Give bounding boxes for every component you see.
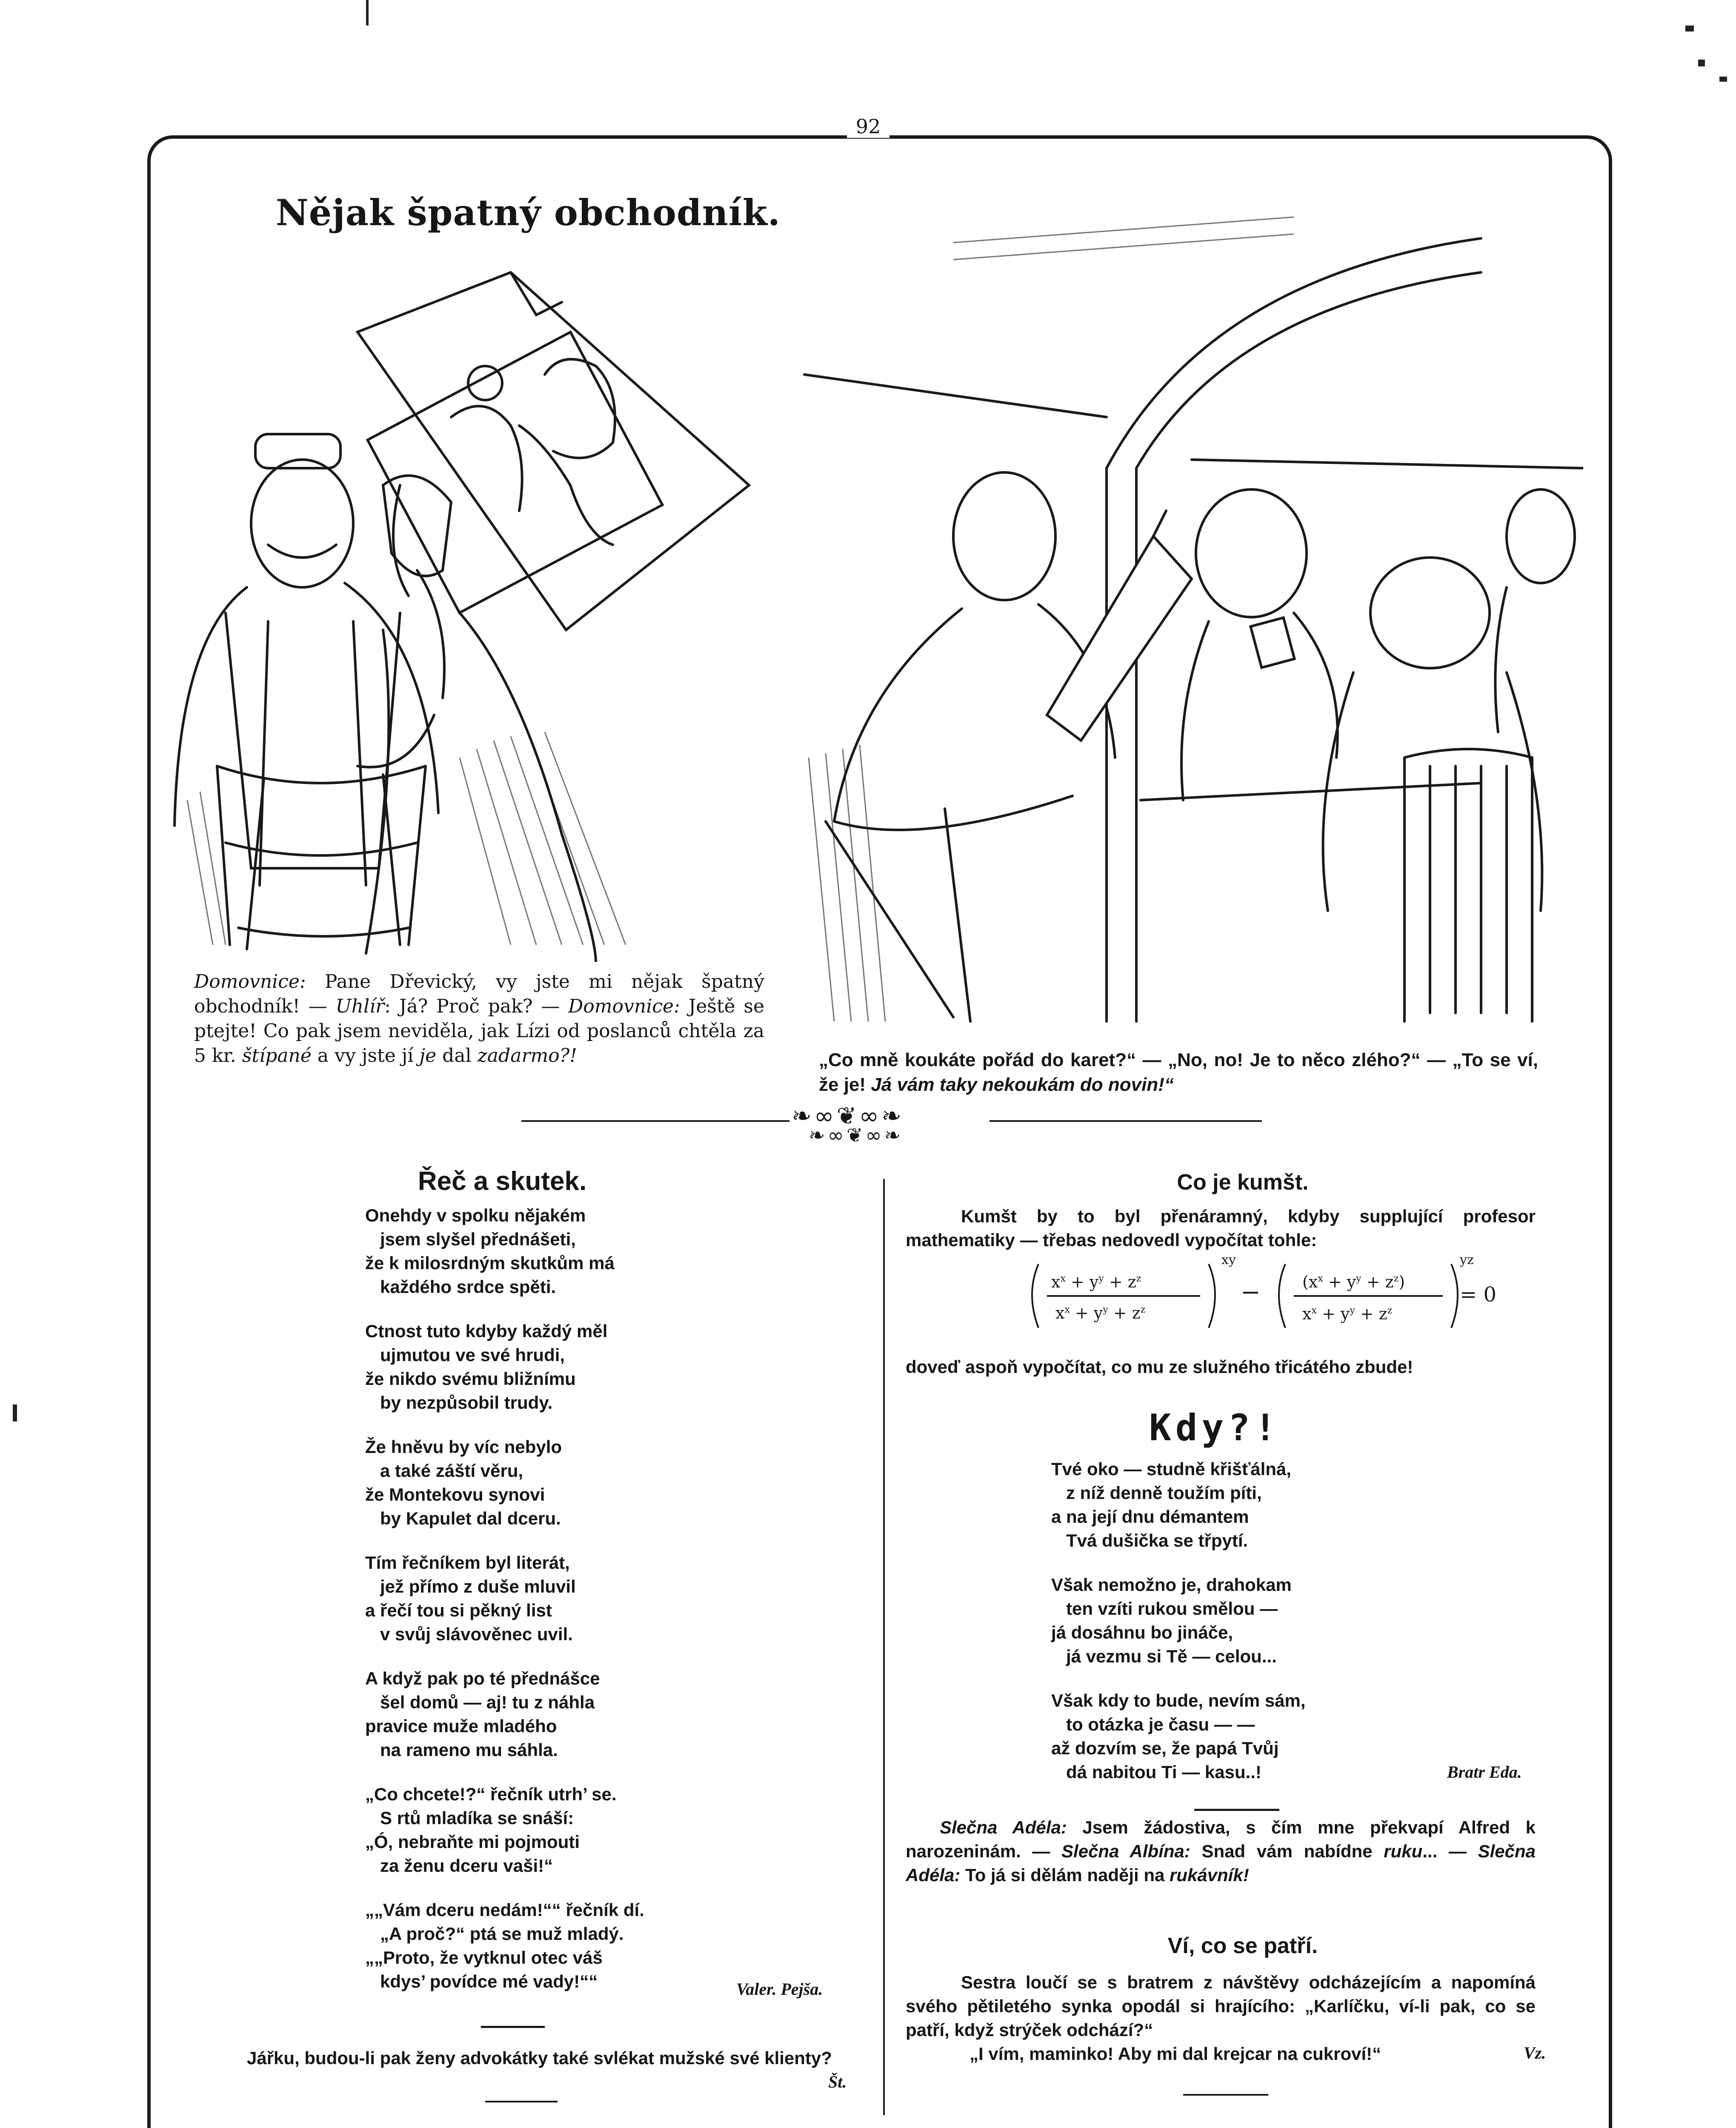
stanza [365, 1782, 876, 1878]
poem-line: za ženu dceru vaši!“ [365, 1856, 553, 1876]
kumst-after: doveď aspoň vypočítat, co mu ze služného třicátého zbude! [906, 1357, 1413, 1377]
poem-line: „A proč?“ ptá se muž mladý. [365, 1924, 624, 1944]
poem-line: A když pak po té přednášce [365, 1668, 600, 1688]
poem-line: Však nemožno je, drahokam [1051, 1575, 1292, 1595]
cartoon2-caption [819, 1048, 1538, 1097]
kumst-text: Kumšt by to byl přenáramný, kdyby supplující profesor mathematiky — třebas nedovedl vypočítat tohle: [906, 1206, 1536, 1250]
joke-left: Jářku, budou-li pak ženy advokátky také svlékat mužské své klienty? [247, 2048, 832, 2068]
cartoon1-title: Nějak špatný obchodník. [276, 192, 781, 234]
poem-line: ten vzíti rukou smělou — [1051, 1599, 1278, 1619]
section-divider [990, 1120, 1262, 1122]
poem-line: a na její dnu démantem [1051, 1507, 1249, 1527]
poem-line: Tvá dušička se třpytí. [1051, 1530, 1248, 1550]
exponent-xy: xy [1221, 1253, 1236, 1267]
poem-line: Onehdy v spolku nějakém [365, 1205, 586, 1225]
scan-mark [1719, 77, 1727, 82]
page-number: 92 [847, 115, 889, 138]
small-rule [485, 2101, 558, 2102]
speaker-domovnice: Domovnice: [194, 971, 306, 992]
dialog-text: To já si dělám naději na [960, 1865, 1170, 1885]
svg-text:xx + yy + zz: $x^x + y^y + z^z$ [1051, 1273, 1141, 1291]
poem-line: pravice muže mladého [365, 1716, 557, 1736]
ornament: ❧∞❦∞❧ [792, 1102, 904, 1130]
poem-line: jež přímo z duše mluvil [365, 1576, 576, 1596]
poem-line: kdys’ povídce mé vady!““ [365, 1971, 598, 1991]
stanza [365, 1667, 876, 1762]
caption-text: : Já? Proč pak? — [384, 995, 569, 1017]
math-formula [1030, 1251, 1498, 1341]
section-divider [521, 1120, 789, 1122]
speaker-domovnice: Domovnice: [568, 995, 680, 1017]
caption-emphasis: štípané [242, 1045, 312, 1067]
caption-text: Ještě se ptejte! Co pak jsem neviděla, jak Lízi od poslanců chtěla za 5 kr. [194, 995, 765, 1067]
svg-text:xx + yy + zz: $x^x + y^y + z^z$ [1302, 1304, 1393, 1323]
poem1-author: Valer. Pejša. [736, 1979, 823, 1999]
dialog-emphasis: ruku [1384, 1841, 1423, 1861]
caption-text: a vy jste jí [311, 1045, 420, 1067]
kumst-title: Co je kumšt. [1177, 1170, 1309, 1195]
vi-co-text: Sestra loučí se s bratrem z návštěvy odcházejícím a napomíná svého pětiletého synka opodál si hrajícího: „Karlíčku, ví-li pak, co se patří, když strýček odchází?“ [906, 1972, 1536, 2040]
speaker-uhlir: Uhlíř [335, 995, 385, 1017]
speaker: Slečna Adéla: [940, 1817, 1067, 1837]
poem-line: „Ó, nebraňte mi pojmouti [365, 1832, 580, 1852]
poem-line: že Montekovu synovi [365, 1484, 545, 1504]
cartoon1-caption [194, 970, 764, 1068]
poem-line: „„Vám dceru nedám!““ řečník dí. [365, 1900, 644, 1920]
poem-line: jsem slyšel přednášeti, [365, 1229, 576, 1249]
stanza [365, 1551, 876, 1646]
stanza [1051, 1457, 1519, 1553]
poem-line: Však kdy to bude, nevím sám, [1051, 1690, 1306, 1710]
svg-text:xx + yy + zz: $x^x + y^y + z^z$ [1055, 1304, 1146, 1322]
poem1-body [365, 1204, 876, 2014]
poem-line: „„Proto, že vytknul otec váš [365, 1948, 603, 1968]
poem-line: „Co chcete!?“ řečník utrh’ se. [365, 1784, 617, 1804]
speaker: Slečna Albína: [1061, 1841, 1190, 1861]
scan-mark [1685, 26, 1694, 31]
small-rule [481, 2026, 545, 2028]
poem-line: že nikdo svému bližnímu [365, 1369, 576, 1389]
stanza [365, 1319, 876, 1415]
poem-line: v svůj slávověnec uvil. [365, 1624, 573, 1644]
stanza [1051, 1573, 1519, 1668]
poem-line: až dozvím se, že papá Tvůj [1051, 1738, 1279, 1758]
poem-line: by nezpůsobil trudy. [365, 1393, 553, 1413]
scan-mark [366, 0, 369, 26]
exponent-yz: yz [1460, 1253, 1474, 1267]
poem-line: šel domů — aj! tu z náhla [365, 1692, 595, 1712]
poem-line: z níž denně toužím píti, [1051, 1483, 1262, 1503]
small-rule [1194, 1809, 1279, 1811]
poem-line: by Kapulet dal dceru. [365, 1508, 561, 1528]
caption-text: „Co mně koukáte pořád do karet?“ — „No, no! Je to něco zlého?“ — „To se ví, že je! [819, 1050, 1538, 1095]
poem-line: každého srdce spěti. [365, 1277, 556, 1297]
poem-line: Tím řečníkem byl literát, [365, 1553, 570, 1573]
poem-line: Tvé oko — studně křišťálná, [1051, 1459, 1291, 1479]
poem-line: S rtů mladíka se snáší: [365, 1808, 574, 1828]
cartoon2-illustration [783, 204, 1583, 1034]
scan-mark [13, 1404, 17, 1422]
cartoon1-illustration [162, 247, 766, 962]
speaker: Slečna Adéla: [906, 1841, 1536, 1885]
joke-left-author: Št. [828, 2072, 847, 2091]
scan-mark [1698, 60, 1705, 66]
dialog-emphasis: rukávník! [1170, 1865, 1249, 1885]
poem-line: dá nabitou Ti — kasu..! [1051, 1762, 1261, 1782]
caption-emphasis: je [419, 1045, 437, 1067]
stanza [365, 1204, 876, 1299]
ornament: ❧∞❦∞❧ [809, 1124, 904, 1147]
poem-line: já vezmu si Tě — celou... [1051, 1646, 1277, 1666]
column-divider [883, 1179, 885, 2115]
dialog-text: Snad vám nabídne [1190, 1841, 1384, 1861]
poem2-title: Kdy?! [1149, 1407, 1281, 1449]
caption-text: Pane Dřevický, vy jste mi nějak špatný obchodník! — [194, 971, 764, 1017]
poem-line: že k milosrdným skutkům má [365, 1253, 615, 1273]
svg-text:(xx + yy + zz): $(x^x + y^y + z^z)$ [1302, 1273, 1405, 1291]
poem-line: Že hněvu by víc nebylo [365, 1437, 562, 1457]
poem-line: a také záští věru, [365, 1461, 523, 1481]
stanza [365, 1435, 876, 1530]
poem-line: ujmutou ve své hrudi, [365, 1345, 565, 1365]
poem-line: a řečí tou si pěkný list [365, 1600, 552, 1620]
poem-line: na rameno mu sáhla. [365, 1740, 558, 1760]
vi-co-title: Ví, co se patří. [1167, 1934, 1318, 1958]
formula-result: = 0 [1460, 1283, 1497, 1307]
poem-line: to otázka je času — — [1051, 1714, 1255, 1734]
vi-co-author: Vz. [1524, 2043, 1546, 2062]
dialog-text: Jsem žádostiva, s čím mne překvapí Alfred k narozeninám. — [906, 1817, 1536, 1861]
caption-italic: Já vám taky nekoukám do novin!“ [871, 1074, 1174, 1095]
poem1-title: Řeč a skutek. [418, 1167, 587, 1196]
poem-line: já dosáhnu bo jináče, [1051, 1622, 1233, 1642]
dialog [906, 1816, 1536, 1887]
vi-co-text2: „I vím, maminko! Aby mi dal krejcar na cukroví!“ [970, 2044, 1381, 2064]
poem-line: Ctnost tuto kdyby každý měl [365, 1321, 608, 1341]
minus-sign: − [1241, 1279, 1261, 1306]
caption-text: dal [436, 1045, 478, 1067]
poem2-body [1051, 1457, 1519, 1805]
small-rule [1183, 2094, 1268, 2096]
dialog-text: ... — [1422, 1841, 1478, 1861]
poem2-author: Bratr Eda. [1447, 1762, 1522, 1782]
caption-emphasis: zadarmo?! [477, 1045, 577, 1067]
